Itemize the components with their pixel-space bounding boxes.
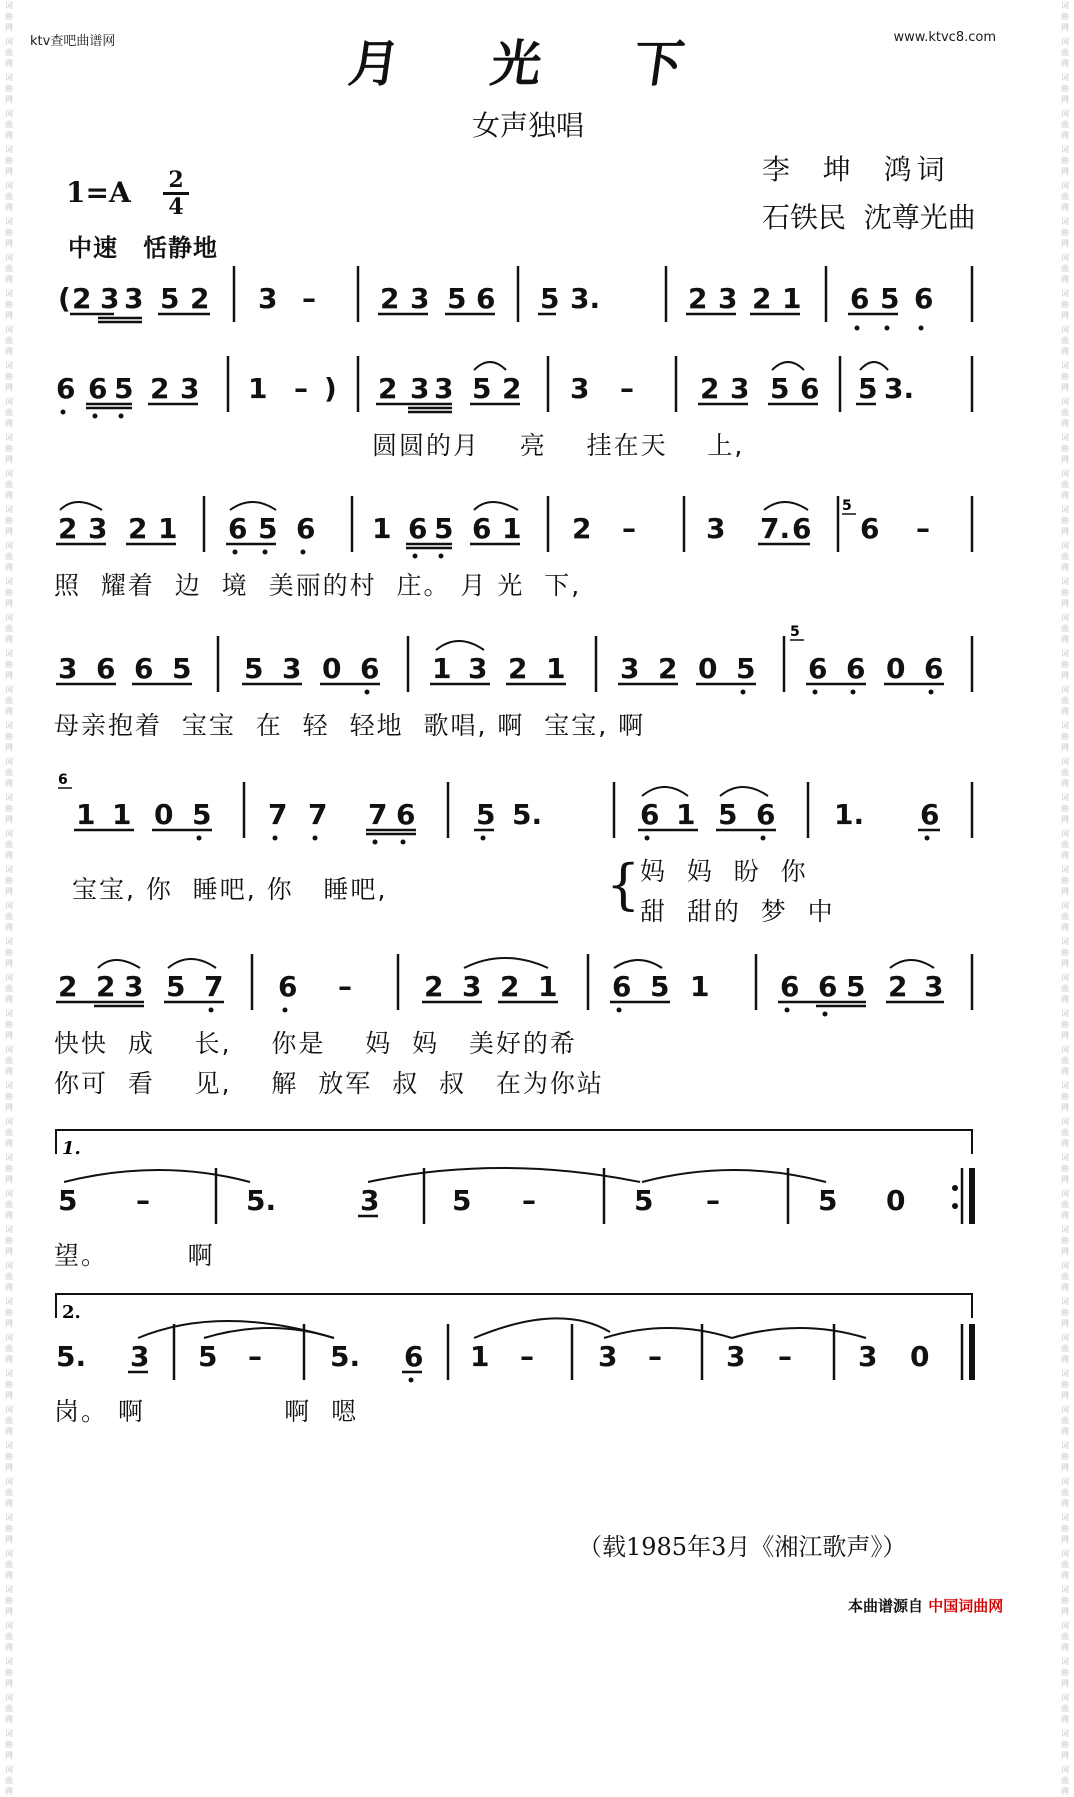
svg-text:2: 2 (572, 512, 592, 545)
strip-watermark-text: 词 曲 网 (1061, 721, 1069, 752)
svg-text:1: 1 (690, 970, 710, 1003)
strip-watermark-text: 词 曲 网 (5, 181, 13, 212)
svg-text:6: 6 (278, 970, 298, 1003)
lyric-line-2: 圆圆的月 亮 挂在天 上, (372, 431, 745, 460)
svg-text:3: 3 (468, 652, 488, 685)
strip-watermark-text: 词 曲 网 (1061, 1225, 1069, 1256)
strip-watermark-text: 词 曲 网 (5, 1333, 13, 1364)
svg-text:6: 6 (96, 652, 116, 685)
strip-watermark-text: 词 曲 网 (1061, 1549, 1069, 1580)
svg-text:6: 6 (404, 1340, 424, 1373)
strip-watermark-text: 词 曲 网 (5, 1729, 13, 1760)
svg-text:3: 3 (726, 1340, 746, 1373)
svg-text:–: – (706, 1184, 720, 1217)
svg-text:5: 5 (718, 798, 738, 831)
strip-watermark-text: 词 曲 网 (5, 757, 13, 788)
strip-watermark-text: 词 曲 网 (1061, 1765, 1069, 1796)
svg-text:3: 3 (258, 282, 278, 315)
time-signature (163, 167, 189, 220)
svg-text:5.: 5. (56, 1340, 87, 1373)
strip-watermark-text: 词 曲 网 (1061, 1621, 1069, 1652)
strip-watermark-text: 词 曲 网 (5, 1585, 13, 1616)
svg-text:5: 5 (880, 282, 900, 315)
svg-text:6: 6 (88, 372, 108, 405)
strip-watermark-text: 词 曲 网 (1061, 829, 1069, 860)
strip-watermark-text: 词 曲 网 (1061, 577, 1069, 608)
strip-watermark-text: 词 曲 网 (1061, 109, 1069, 140)
strip-watermark-text: 词 曲 网 (1061, 181, 1069, 212)
svg-text:1: 1 (676, 798, 696, 831)
strip-watermark-text: 词 曲 网 (5, 937, 13, 968)
svg-text:3: 3 (124, 282, 144, 315)
strip-watermark-text: 词 曲 网 (5, 901, 13, 932)
strip-watermark-text: 词 曲 网 (5, 649, 13, 680)
strip-watermark-text: 词 曲 网 (1061, 145, 1069, 176)
svg-text:3: 3 (730, 372, 750, 405)
svg-text:5: 5 (818, 1184, 838, 1217)
svg-text:0: 0 (910, 1340, 930, 1373)
strip-watermark-text: 词 曲 网 (5, 361, 13, 392)
strip-watermark-text: 词 曲 网 (1061, 73, 1069, 104)
svg-text:2: 2 (502, 372, 522, 405)
svg-text:–: – (916, 512, 930, 545)
strip-watermark-text: 词 曲 网 (1061, 865, 1069, 896)
svg-text:6: 6 (296, 512, 316, 545)
strip-watermark-text: 词 曲 网 (1061, 397, 1069, 428)
strip-watermark-text: 词 曲 网 (5, 1765, 13, 1796)
strip-watermark-text: 词 曲 网 (1061, 1333, 1069, 1364)
svg-text:2: 2 (658, 652, 678, 685)
svg-text:5: 5 (192, 798, 212, 831)
svg-text:3: 3 (410, 282, 430, 315)
svg-text:6: 6 (920, 798, 940, 831)
strip-watermark-text: 词 曲 网 (1061, 1405, 1069, 1436)
svg-text:6: 6 (360, 652, 380, 685)
svg-text:2: 2 (508, 652, 528, 685)
svg-text:–: – (520, 1340, 534, 1373)
lyric-line-5-verse-2: 甜 甜的 梦 中 (640, 897, 835, 926)
strip-watermark-text: 词 曲 网 (1061, 973, 1069, 1004)
svg-text:3.: 3. (884, 372, 915, 405)
svg-text:1: 1 (538, 970, 558, 1003)
lyricist-credit: 李 坤 鸿词 (762, 153, 950, 186)
svg-text:5: 5 (198, 1340, 218, 1373)
svg-text:3: 3 (130, 1340, 150, 1373)
svg-text:1: 1 (470, 1340, 490, 1373)
strip-watermark-text: 词 曲 网 (5, 1, 13, 32)
svg-text:6: 6 (860, 512, 880, 545)
strip-watermark-text: 词 曲 网 (1061, 1729, 1069, 1760)
strip-watermark-text: 词 曲 网 (5, 613, 13, 644)
strip-watermark-text: 词 曲 网 (1061, 649, 1069, 680)
strip-watermark-text: 词 曲 网 (5, 829, 13, 860)
strip-watermark-text: 词 曲 网 (5, 1153, 13, 1184)
strip-watermark-text: 词 曲 网 (5, 289, 13, 320)
svg-text:2: 2 (58, 512, 78, 545)
score-line-6 (0, 950, 1074, 1020)
svg-text:6: 6 (612, 970, 632, 1003)
svg-text:3: 3 (858, 1340, 878, 1373)
strip-watermark-text: 词 曲 网 (5, 577, 13, 608)
svg-text:3: 3 (124, 970, 144, 1003)
score-line-3 (0, 492, 1074, 562)
svg-text:5.: 5. (330, 1340, 361, 1373)
svg-text:1: 1 (112, 798, 132, 831)
svg-text:2: 2 (150, 372, 170, 405)
svg-text:1: 1 (502, 512, 522, 545)
svg-text:3: 3 (410, 372, 430, 405)
svg-text:7: 7 (204, 970, 224, 1003)
strip-watermark-text: 词 曲 网 (5, 145, 13, 176)
strip-watermark-text: 词 曲 网 (1061, 289, 1069, 320)
strip-watermark-text: 词 曲 网 (1061, 433, 1069, 464)
svg-text:1: 1 (432, 652, 452, 685)
svg-text:5: 5 (58, 1184, 78, 1217)
score-line-2 (0, 352, 1074, 422)
strip-watermark-text: 词 曲 网 (5, 37, 13, 68)
svg-text:1: 1 (158, 512, 178, 545)
svg-text:6: 6 (914, 282, 934, 315)
time-signature-bottom: 4 (168, 194, 184, 220)
strip-watermark-text: 词 曲 网 (1061, 325, 1069, 356)
svg-text:7.: 7. (760, 512, 791, 545)
strip-watermark-text: 词 曲 网 (5, 1297, 13, 1328)
svg-text:6: 6 (134, 652, 154, 685)
svg-text:(: ( (58, 282, 71, 315)
svg-text:7: 7 (268, 798, 288, 831)
strip-watermark-text: 词 曲 网 (5, 1189, 13, 1220)
strip-watermark-text: 词 曲 网 (1061, 541, 1069, 572)
svg-text:6: 6 (792, 512, 812, 545)
strip-watermark-text: 词 曲 网 (1061, 1369, 1069, 1400)
svg-text:2: 2 (128, 512, 148, 545)
svg-text:6: 6 (472, 512, 492, 545)
strip-watermark-text: 词 曲 网 (1061, 469, 1069, 500)
svg-text:3: 3 (924, 970, 944, 1003)
svg-text:–: – (248, 1340, 262, 1373)
svg-text:5: 5 (634, 1184, 654, 1217)
svg-text:0: 0 (886, 1184, 906, 1217)
grace-note-2: 5 (790, 624, 800, 640)
svg-text:7: 7 (308, 798, 328, 831)
svg-text:2: 2 (700, 372, 720, 405)
svg-text:–: – (648, 1340, 662, 1373)
strip-watermark-text: 词 曲 网 (1061, 1657, 1069, 1688)
svg-text:0: 0 (322, 652, 342, 685)
svg-text:–: – (294, 372, 308, 405)
strip-watermark-text: 词 曲 网 (5, 1225, 13, 1256)
strip-watermark-text: 词 曲 网 (5, 109, 13, 140)
svg-text:6: 6 (800, 372, 820, 405)
song-subtitle: 女声独唱 (472, 109, 585, 142)
score-line-7-ending-1 (0, 1124, 1074, 1234)
svg-text:5: 5 (540, 282, 560, 315)
strip-watermark-text: 词 曲 网 (1061, 1693, 1069, 1724)
svg-text:6: 6 (228, 512, 248, 545)
strip-watermark-text: 词 曲 网 (1061, 253, 1069, 284)
svg-text:6: 6 (924, 652, 944, 685)
lyric-line-4: 母亲抱着 宝宝 在 轻 轻地 歌唱, 啊 宝宝, 啊 (54, 711, 646, 740)
strip-watermark-text: 词 曲 网 (1061, 1297, 1069, 1328)
svg-text:3: 3 (706, 512, 726, 545)
strip-watermark-text: 词 曲 网 (5, 865, 13, 896)
svg-text:2: 2 (190, 282, 210, 315)
lyric-line-7: 望。 啊 (54, 1241, 215, 1270)
strip-watermark-text: 词 曲 网 (5, 433, 13, 464)
svg-text:–: – (302, 282, 316, 315)
strip-watermark-text: 词 曲 网 (1061, 505, 1069, 536)
svg-text:5: 5 (846, 970, 866, 1003)
ending-2-mark: 2. (62, 1302, 81, 1323)
strip-watermark-text: 词 曲 网 (5, 1513, 13, 1544)
strip-watermark-text: 词 曲 网 (1061, 1513, 1069, 1544)
strip-watermark-text: 词 曲 网 (5, 541, 13, 572)
strip-watermark-text: 词 曲 网 (5, 505, 13, 536)
strip-watermark-text: 词 曲 网 (5, 217, 13, 248)
strip-watermark-text: 词 曲 网 (5, 973, 13, 1004)
score-line-1 (0, 262, 1074, 332)
grace-note-3: 6 (58, 772, 68, 788)
strip-watermark-text: 词 曲 网 (1061, 1477, 1069, 1508)
strip-watermark-text: 词 曲 网 (1061, 1, 1069, 32)
svg-text:5: 5 (858, 372, 878, 405)
svg-text:–: – (620, 372, 634, 405)
svg-text:2: 2 (752, 282, 772, 315)
svg-text:5: 5 (476, 798, 496, 831)
svg-text:6: 6 (780, 970, 800, 1003)
strip-watermark-text: 词 曲 网 (5, 1477, 13, 1508)
svg-text:6: 6 (850, 282, 870, 315)
strip-watermark-text: 词 曲 网 (5, 1693, 13, 1724)
strip-watermark-text: 词 曲 网 (1061, 1045, 1069, 1076)
svg-text:2: 2 (380, 282, 400, 315)
lyric-line-6-verse-1: 快快 成 长, 你是 妈 妈 美好的希 (54, 1029, 577, 1058)
strip-watermark-text: 词 曲 网 (1061, 937, 1069, 968)
strip-watermark-text: 词 曲 网 (5, 1549, 13, 1580)
key-signature: 1=A (66, 176, 131, 209)
svg-text:6: 6 (808, 652, 828, 685)
svg-text:3: 3 (434, 372, 454, 405)
svg-text:3: 3 (180, 372, 200, 405)
svg-text:5: 5 (736, 652, 756, 685)
svg-text:): ) (324, 372, 337, 405)
svg-text:3: 3 (718, 282, 738, 315)
svg-text:2: 2 (424, 970, 444, 1003)
svg-text:3: 3 (360, 1184, 380, 1217)
strip-watermark-text: 词 曲 网 (1061, 1153, 1069, 1184)
strip-watermark-text: 词 曲 网 (1061, 1009, 1069, 1040)
svg-text:–: – (338, 970, 352, 1003)
strip-watermark-text: 词 曲 网 (5, 1117, 13, 1148)
svg-text:2: 2 (888, 970, 908, 1003)
strip-watermark-text: 词 曲 网 (5, 793, 13, 824)
strip-watermark-text: 词 曲 网 (5, 253, 13, 284)
publication-citation: （载1985年3月《湘江歌声》） (578, 1533, 907, 1561)
svg-text:1: 1 (546, 652, 566, 685)
strip-watermark-text: 词 曲 网 (5, 397, 13, 428)
svg-text:5: 5 (434, 512, 454, 545)
strip-watermark-text: 词 曲 网 (1061, 361, 1069, 392)
lyric-line-8: 岗。 啊 啊 嗯 (54, 1397, 359, 1426)
strip-watermark-text: 词 曲 网 (5, 1045, 13, 1076)
svg-text:5: 5 (472, 372, 492, 405)
svg-text:2: 2 (96, 970, 116, 1003)
source-footer (848, 1595, 1003, 1616)
site-watermark-left: ktv查吧曲谱网 (30, 34, 116, 49)
svg-text:3: 3 (282, 652, 302, 685)
svg-text:0: 0 (886, 652, 906, 685)
svg-text:5.: 5. (512, 798, 543, 831)
strip-watermark-text: 词 曲 网 (5, 1441, 13, 1472)
svg-text:–: – (136, 1184, 150, 1217)
lyric-line-5: 宝宝, 你 睡吧, 你 睡吧, (72, 875, 388, 904)
svg-text:5: 5 (258, 512, 278, 545)
strip-watermark-text: 词 曲 网 (1061, 1117, 1069, 1148)
svg-text:5: 5 (114, 372, 134, 405)
strip-watermark-text: 词 曲 网 (5, 1621, 13, 1652)
time-signature-top: 2 (168, 167, 184, 193)
svg-text:6: 6 (846, 652, 866, 685)
strip-watermark-text: 词 曲 网 (5, 1261, 13, 1292)
strip-watermark-text: 词 曲 网 (1061, 1189, 1069, 1220)
strip-watermark-text: 词 曲 网 (1061, 217, 1069, 248)
strip-watermark-text: 词 曲 网 (1061, 1441, 1069, 1472)
svg-text:5: 5 (244, 652, 264, 685)
strip-watermark-text: 词 曲 网 (5, 73, 13, 104)
strip-watermark-text: 词 曲 网 (1061, 1261, 1069, 1292)
svg-text:1: 1 (782, 282, 802, 315)
svg-text:2: 2 (500, 970, 520, 1003)
svg-text:3: 3 (58, 652, 78, 685)
verse-brace: { (606, 853, 641, 916)
svg-text:–: – (622, 512, 636, 545)
strip-watermark-text: 词 曲 网 (5, 1657, 13, 1688)
svg-text:3: 3 (570, 372, 590, 405)
strip-watermark-text: 词 曲 网 (5, 469, 13, 500)
strip-watermark-text: 词 曲 网 (5, 1405, 13, 1436)
svg-text:3.: 3. (570, 282, 601, 315)
svg-text:–: – (778, 1340, 792, 1373)
score-line-5 (0, 774, 1074, 846)
strip-watermark-text: 词 曲 网 (1061, 37, 1069, 68)
source-prefix: 本曲谱源自 (848, 1597, 924, 1615)
strip-watermark-text: 词 曲 网 (5, 685, 13, 716)
strip-watermark-text: 词 曲 网 (1061, 757, 1069, 788)
svg-text:5: 5 (160, 282, 180, 315)
strip-watermark-text: 词 曲 网 (5, 1369, 13, 1400)
svg-text:5: 5 (166, 970, 186, 1003)
strip-watermark-text: 词 曲 网 (1061, 685, 1069, 716)
svg-text:5: 5 (650, 970, 670, 1003)
svg-text:1.: 1. (834, 798, 865, 831)
tempo-marking: 中速 恬静地 (68, 234, 218, 262)
svg-text:1: 1 (248, 372, 268, 405)
strip-watermark-text: 词 曲 网 (5, 1081, 13, 1112)
svg-text:6: 6 (56, 372, 76, 405)
strip-watermark-text: 词 曲 网 (1061, 613, 1069, 644)
svg-text:6: 6 (476, 282, 496, 315)
svg-text:3: 3 (88, 512, 108, 545)
svg-text:2: 2 (378, 372, 398, 405)
strip-watermark-text: 词 曲 网 (5, 721, 13, 752)
svg-text:3: 3 (462, 970, 482, 1003)
svg-text:0: 0 (154, 798, 174, 831)
strip-watermark-text: 词 曲 网 (1061, 901, 1069, 932)
svg-text:2: 2 (58, 970, 78, 1003)
svg-text:6: 6 (756, 798, 776, 831)
svg-text:6: 6 (640, 798, 660, 831)
lyric-line-3: 照 耀着 边 境 美丽的村 庄。 月 光 下, (54, 571, 582, 600)
strip-watermark-text: 词 曲 网 (1061, 793, 1069, 824)
svg-text:5: 5 (172, 652, 192, 685)
score-line-8-ending-2 (0, 1288, 1074, 1398)
lyric-line-5-verse-1: 妈 妈 盼 你 (640, 857, 808, 886)
svg-text:1: 1 (372, 512, 392, 545)
svg-text:5: 5 (452, 1184, 472, 1217)
strip-watermark-text: 词 曲 网 (1061, 1585, 1069, 1616)
composer-credit: 石铁民 沈尊光曲 (762, 201, 976, 234)
site-watermark-right: www.ktvc8.com (893, 30, 996, 45)
lyric-line-6-verse-2: 你可 看 见, 解 放军 叔 叔 在为你站 (54, 1069, 604, 1098)
svg-text:2: 2 (72, 282, 92, 315)
svg-text:5: 5 (770, 372, 790, 405)
svg-text:6: 6 (396, 798, 416, 831)
source-site-name: 中国词曲网 (928, 1597, 1004, 1615)
strip-watermark-text: 词 曲 网 (5, 325, 13, 356)
svg-text:5: 5 (447, 282, 467, 315)
svg-text:3: 3 (598, 1340, 618, 1373)
svg-text:–: – (522, 1184, 536, 1217)
ending-1-mark: 1. (62, 1138, 81, 1159)
svg-text:0: 0 (698, 652, 718, 685)
svg-text:5.: 5. (246, 1184, 277, 1217)
svg-text:1: 1 (76, 798, 96, 831)
svg-text:3: 3 (100, 282, 120, 315)
svg-text:7: 7 (368, 798, 388, 831)
strip-watermark-text: 词 曲 网 (1061, 1081, 1069, 1112)
strip-watermark-text: 词 曲 网 (5, 1009, 13, 1040)
grace-note-1: 5 (842, 498, 852, 514)
svg-text:2: 2 (688, 282, 708, 315)
song-title: 月光下 (345, 34, 780, 93)
svg-text:6: 6 (818, 970, 838, 1003)
svg-text:3: 3 (620, 652, 640, 685)
svg-text:6: 6 (408, 512, 428, 545)
